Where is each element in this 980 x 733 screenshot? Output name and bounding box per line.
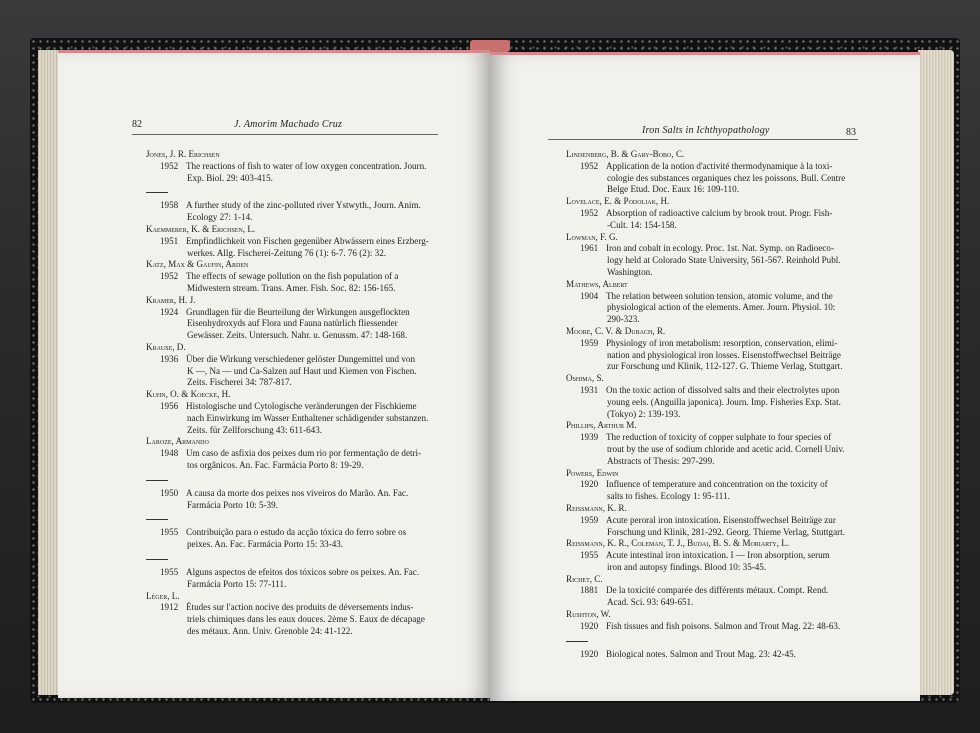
reference-year: 1931 bbox=[580, 384, 599, 395]
author-name: Rushton, W. bbox=[566, 609, 611, 620]
reference-year: 1924 bbox=[160, 306, 179, 317]
reference-entry bbox=[566, 432, 911, 444]
reference-continuation: Washington. bbox=[607, 266, 653, 277]
reference-entry bbox=[146, 271, 486, 283]
reference-author bbox=[566, 279, 911, 291]
reference-text: Histologische und Cytologische veränderungen der Fischkieme bbox=[186, 400, 417, 411]
header-rule bbox=[132, 134, 438, 135]
reference-author bbox=[146, 342, 486, 354]
reference-text: Iron and cobalt in ecology. Proc. 1st. Nat. Symp. on Radioeco- bbox=[606, 243, 834, 254]
page-number: 82 bbox=[132, 119, 142, 130]
reference-author bbox=[566, 574, 911, 586]
reference-continuation: trout by the use of sodium chloride and acetic acid. Cornell Univ. bbox=[607, 443, 845, 454]
reference-text: Influence of temperature and concentration on the toxicity of bbox=[606, 479, 828, 490]
reference-continuation: Abstracts of Thesis: 297-299. bbox=[607, 455, 715, 466]
author-name: Mathews, Albert bbox=[566, 278, 628, 289]
reference-author bbox=[566, 149, 911, 161]
reference-text: Grundlagen für die Beurteilung der Wirkungen ausgeflockten bbox=[186, 306, 410, 317]
right-page bbox=[490, 52, 920, 701]
author-name: Reissmann, K. R. bbox=[566, 502, 627, 513]
reference-author bbox=[146, 149, 486, 161]
page-number: 83 bbox=[846, 127, 856, 138]
reference-author bbox=[566, 326, 911, 338]
reference-entry bbox=[146, 236, 486, 248]
reference-year: 1936 bbox=[160, 353, 179, 364]
author-name: Phillips, Arthur M. bbox=[566, 420, 637, 431]
reference-list bbox=[146, 149, 486, 638]
reference-year: 1955 bbox=[160, 566, 179, 577]
reference-entry bbox=[566, 208, 911, 220]
reference-text: Über die Wirkung verschiedener gelöster Dungemittel und von bbox=[186, 353, 416, 364]
reference-entry bbox=[146, 488, 486, 500]
reference-continuation: K —, Na — und Ca-Salzen auf Haut und Kiemen von Fischen. bbox=[187, 365, 417, 376]
ditto-rule bbox=[566, 633, 911, 649]
reference-entry bbox=[566, 621, 911, 633]
author-name: Lovelace, E. & Podoliak, H. bbox=[566, 196, 670, 207]
reference-text: Absorption of radioactive calcium by brook trout. Progr. Fish- bbox=[606, 207, 833, 218]
ditto-rule bbox=[146, 551, 486, 567]
reference-author bbox=[566, 420, 911, 432]
reference-continuation: Farmácia Porto 15: 77-111. bbox=[187, 578, 287, 589]
reference-text: The relation between solution tension, atomic volume, and the bbox=[606, 290, 833, 301]
reference-author bbox=[146, 295, 486, 307]
reference-year: 1952 bbox=[580, 160, 599, 171]
reference-text: The reduction of toxicity of copper sulphate to four species of bbox=[606, 432, 832, 443]
reference-text: A causa da morte dos peixes nos viveiros do Marão. An. Fac. bbox=[186, 487, 409, 498]
author-name: Krause, D. bbox=[146, 341, 186, 352]
reference-author bbox=[146, 591, 486, 603]
reference-continuation: werkes. Allg. Fischerei-Zeitung 76 (1): 6-7. 76 (2): 32. bbox=[187, 247, 387, 258]
reference-year: 1920 bbox=[580, 620, 599, 631]
reference-year: 1955 bbox=[580, 550, 599, 561]
reference-year: 1920 bbox=[580, 648, 599, 659]
ditto-rule bbox=[146, 184, 486, 200]
author-name: Kaemmerer, K. & Erichsen, L. bbox=[146, 223, 256, 234]
reference-entry bbox=[566, 479, 911, 491]
reference-author bbox=[566, 232, 911, 244]
reference-entry bbox=[146, 448, 486, 460]
reference-author bbox=[566, 503, 911, 515]
reference-continuation: nation and physiological iron losses. Eisenstoffwechsel Beiträge bbox=[607, 349, 841, 360]
reference-continuation: Zeits. für Zellforschung 43: 611-643. bbox=[187, 424, 323, 435]
reference-text: Alguns aspectos de efeitos dos tóxicos sobre os peixes. An. Fac. bbox=[186, 566, 420, 577]
reference-entry bbox=[566, 291, 911, 303]
reference-continuation: Zeits. Fischerei 34: 787-817. bbox=[187, 377, 292, 388]
reference-entry bbox=[146, 401, 486, 413]
reference-entry bbox=[566, 649, 911, 661]
reference-continuation: physiological action of the elements. Amer. Journ. Physiol. 10: bbox=[607, 302, 836, 313]
reference-year: 1961 bbox=[580, 243, 599, 254]
reference-text: On the toxic action of dissolved salts and their electrolytes upon bbox=[606, 384, 840, 395]
reference-entry bbox=[566, 161, 911, 173]
reference-text: De la toxicité comparée des différents métaux. Compt. Rend. bbox=[606, 585, 829, 596]
reference-year: 1959 bbox=[580, 337, 599, 348]
reference-continuation: Belge Etud. Doc. Eaux 16: 109-110. bbox=[607, 184, 740, 195]
reference-list bbox=[566, 149, 911, 660]
reference-continuation: des métaux. Ann. Univ. Grenoble 24: 41-122. bbox=[187, 625, 353, 636]
reference-text: The effects of sewage pollution on the fish population of a bbox=[186, 271, 399, 282]
reference-author bbox=[566, 468, 911, 480]
author-name: Léger, L. bbox=[146, 590, 180, 601]
reference-author bbox=[566, 373, 911, 385]
reference-year: 1951 bbox=[160, 235, 179, 246]
reference-year: 1955 bbox=[160, 527, 179, 538]
reference-continuation: peixes. An. Fac. Farmácia Porto 15: 33-43. bbox=[187, 539, 344, 550]
author-name: Moore, C. V. & Dubach, R. bbox=[566, 325, 666, 336]
reference-continuation: tos orgânicos. An. Fac. Farmácia Porto 8: 19-29. bbox=[187, 459, 364, 470]
reference-entry bbox=[146, 307, 486, 319]
header-rule bbox=[548, 139, 858, 140]
reference-continuation: logy held at Colorado State University, 561-567. Reinhold Publ. bbox=[607, 255, 841, 266]
reference-author bbox=[146, 259, 486, 271]
author-name: Jones, J. R. Erichsen bbox=[146, 149, 220, 159]
reference-continuation: Exp. Biol. 29: 403-415. bbox=[187, 172, 273, 183]
reference-entry bbox=[146, 567, 486, 579]
reference-year: 1939 bbox=[580, 432, 599, 443]
reference-text: Études sur l'action nocive des produits de déversements indus- bbox=[186, 602, 414, 613]
reference-text: Biological notes. Salmon and Trout Mag. 23: 42-45. bbox=[606, 648, 796, 659]
author-name: Lindenberg, B. & Gary-Bobo, C. bbox=[566, 149, 685, 159]
reference-continuation: Eisenhydroxyds auf Flora und Fauna natürlich fliessender bbox=[187, 318, 398, 329]
reference-entry bbox=[146, 527, 486, 539]
reference-text: Physiology of iron metabolism: resorption, conservation, elimi- bbox=[606, 337, 838, 348]
reference-year: 1904 bbox=[580, 290, 599, 301]
reference-text: Application de la notion d'activité thermodynamique à la toxi- bbox=[606, 160, 833, 171]
reference-text: A further study of the zinc-polluted river Ystwyth., Journ. Anim. bbox=[186, 200, 421, 211]
author-name: Reissmann, K. R., Coleman, T. J., Budai, B. S. & Moriarty, L. bbox=[566, 538, 790, 549]
author-name: Katz, Max & Gaufin, Arden bbox=[146, 259, 249, 270]
author-name: Kramer, H. J. bbox=[146, 294, 196, 305]
reference-year: 1952 bbox=[580, 207, 599, 218]
reference-year: 1956 bbox=[160, 400, 179, 411]
reference-continuation: triels chimiques dans les eaux douces. 2ème S. Eaux de décapage bbox=[187, 614, 425, 625]
ditto-rule bbox=[146, 511, 486, 527]
reference-entry bbox=[566, 338, 911, 350]
reference-text: Um caso de asfixia dos peixes dum rio por fermentação de detri- bbox=[186, 448, 422, 459]
reference-entry bbox=[146, 200, 486, 212]
reference-continuation: (Tokyo) 2: 139-193. bbox=[607, 408, 681, 419]
author-name: Lowman, F. G. bbox=[566, 231, 618, 242]
reference-continuation: Farmácia Porto 10: 5-39. bbox=[187, 499, 278, 510]
reference-continuation: Ecology 27: 1-14. bbox=[187, 212, 253, 223]
reference-continuation: 290-323. bbox=[607, 314, 640, 325]
reference-continuation: Midwestern stream. Trans. Amer. Fish. Soc. 82: 156-165. bbox=[187, 282, 396, 293]
reference-text: Fish tissues and fish poisons. Salmon and Trout Mag. 22: 48-63. bbox=[606, 620, 841, 631]
reference-author bbox=[146, 436, 486, 448]
author-name: Oshima, S. bbox=[566, 373, 604, 384]
reference-year: 1952 bbox=[160, 271, 179, 282]
reference-text: The reactions of fish to water of low oxygen concentration. Journ. bbox=[186, 160, 427, 171]
reference-text: Empfindlichkeit von Fischen gegenüber Abwässern eines Erzberg- bbox=[186, 235, 429, 246]
reference-author bbox=[566, 196, 911, 208]
reference-continuation: salts to fishes. Ecology 1: 95-111. bbox=[607, 491, 730, 502]
ditto-rule bbox=[146, 472, 486, 488]
reference-text: Acute peroral iron intoxication. Eisenstoffwechsel Beiträge zur bbox=[606, 514, 836, 525]
page-edges-right bbox=[918, 50, 954, 695]
reference-entry bbox=[566, 550, 911, 562]
reference-author bbox=[146, 224, 486, 236]
reference-continuation: -Cult. 14: 154-158. bbox=[607, 219, 677, 230]
page-edges-left bbox=[38, 50, 60, 695]
reference-continuation: Acad. Sci. 93: 649-651. bbox=[607, 597, 694, 608]
left-page bbox=[58, 50, 490, 698]
reference-author bbox=[566, 609, 911, 621]
reference-author bbox=[566, 538, 911, 550]
reference-year: 1920 bbox=[580, 479, 599, 490]
reference-continuation: Forschung und Klinik, 281-292. Georg. Thieme Verlag, Stuttgart. bbox=[607, 526, 845, 537]
reference-year: 1912 bbox=[160, 602, 179, 613]
reference-continuation: Gewässer. Zeits. Untersuch. Nahr. u. Genussm. 47: 148-168. bbox=[187, 330, 408, 341]
reference-continuation: nach Einwirkung im Wasser Enthaltener schädigender substanzen. bbox=[187, 412, 429, 423]
reference-year: 1952 bbox=[160, 160, 179, 171]
reference-entry bbox=[566, 515, 911, 527]
reference-continuation: zur Forschung und Klinik, 112-127. G. Thieme Verlag, Stuttgart. bbox=[607, 361, 843, 372]
reference-year: 1881 bbox=[580, 585, 599, 596]
author-name: Richet, C. bbox=[566, 573, 603, 584]
running-head: J. Amorim Machado Cruz bbox=[234, 119, 343, 130]
author-name: Kuhn, O. & Koecke, H. bbox=[146, 389, 231, 400]
reference-continuation: young eels. (Anguilla japonica). Journ. Imp. Fisheries Exp. Stat. bbox=[607, 396, 841, 407]
reference-year: 1958 bbox=[160, 200, 179, 211]
author-name: Powers, Edwin bbox=[566, 467, 619, 478]
reference-text: Contribuição para o estudo da acção tóxica do ferro sobre os bbox=[186, 527, 407, 538]
reference-continuation: cologie des substances organiques chez les poissons. Bull. Centre bbox=[607, 172, 846, 183]
reference-author bbox=[146, 389, 486, 401]
reference-entry bbox=[146, 602, 486, 614]
reference-entry bbox=[566, 243, 911, 255]
reference-entry bbox=[566, 585, 911, 597]
author-name: Laroze, Armando bbox=[146, 436, 209, 447]
reference-continuation: iron and autopsy findings. Blood 10: 35-45. bbox=[607, 561, 767, 572]
running-head: Iron Salts in Ichthyopathology bbox=[642, 125, 770, 136]
reference-entry bbox=[146, 161, 486, 173]
reference-text: Acute intestinal iron intoxication. I — Iron absorption, serum bbox=[606, 550, 830, 561]
reference-year: 1950 bbox=[160, 487, 179, 498]
reference-year: 1959 bbox=[580, 514, 599, 525]
reference-entry bbox=[146, 354, 486, 366]
reference-year: 1948 bbox=[160, 448, 179, 459]
reference-entry bbox=[566, 385, 911, 397]
